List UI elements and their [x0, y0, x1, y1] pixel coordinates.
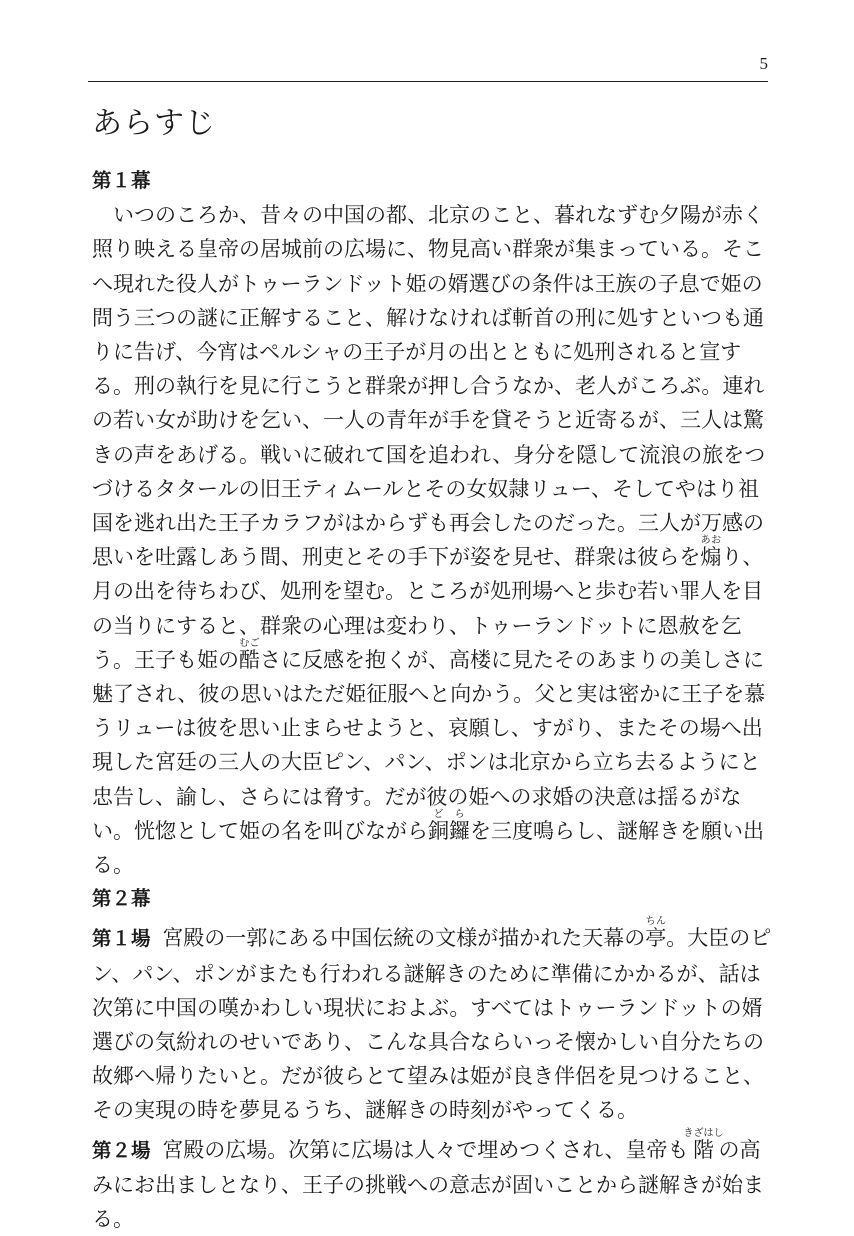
- act1-paragraph: [92, 198, 772, 882]
- ruby-dora: 銅鑼どら: [428, 808, 470, 843]
- act2-heading: 第２幕: [92, 887, 151, 911]
- ruby-mugo: 酷むご: [239, 637, 260, 672]
- act2-scene2-text-part-2: の高みにお出ましとなり、王子の挑戦への意志が固いことから謎解きが始まる。: [92, 1137, 764, 1232]
- act2-scene2-text-part-1: 宮殿の広場。次第に広場は人々で埋めつくされ、皇帝も: [162, 1137, 689, 1162]
- act1-text-part-4: を三度鳴らし、謎解きを願い出る。: [92, 818, 764, 878]
- page-title: あらすじ: [92, 106, 216, 141]
- header-rule: [88, 81, 768, 82]
- ruby-aoru: 煽あお: [700, 535, 722, 570]
- act2-scene1-paragraph: [92, 916, 772, 1127]
- ruby-kizahashi: 階きざはし: [683, 1127, 724, 1162]
- ruby-chin: 亭ちん: [645, 916, 667, 951]
- act2-scene1-text-part-2: 。大臣のピン、パン、ポンがまたも行われる謎解きのために準備にかかるが、話は次第に中国の嘆かわしい現状におよぶ。すべてはトゥーランドットの婿選びの気紛れのせいであり、こんな具合ならいっそ懐かしい自分たちの故郷へ帰りたいと。だが彼らとて望みは姫が良き伴侶を見つけること、その実現の時を夢見るうち、謎解きの時刻がやってくる。: [92, 926, 772, 1123]
- act2-scene2-label: 第２場: [92, 1138, 151, 1162]
- act1-text-part-1: いつのころか、昔々の中国の都、北京のこと、暮れなずむ夕陽が赤く照り映える皇帝の居城前の広場に、物見高い群衆が集まっている。そこへ現れた役人がトゥーランドット姫の婿選びの条件は王族の子息で姫の問う三つの謎に正解すること、解けなければ斬首の刑に処すといつも通りに告げ、今宵はペルシャの王子が月の出とともに処刑されると宣する。刑の執行を見に行こうと群衆が押し合うなか、老人がころぶ。連れの若い女が助けを乞い、一人の青年が手を貸そうと近寄るが、三人は驚きの声をあげる。戦いに破れて国を追われ、身分を隠して流浪の旅をつづけるタタールの旧王ティムールとその女奴隷リュー、そしてやはり祖国を逃れ出た王子カラフがはからずも再会したのだった。三人が万感の思いを吐露しあう間、刑吏とその手下が姿を見せ、群衆は彼らを: [92, 203, 766, 570]
- act2-scene1-label: 第１場: [92, 927, 151, 951]
- page-number: 5: [759, 54, 768, 73]
- act1-text-part-2: り、月の出を待ちわび、処刑を望む。ところが処刑場へと歩む若い罪人を目の当りにすると、群衆の心理は変わり、トゥーランドットに恩赦を乞う。王子も姫の: [92, 545, 764, 672]
- synopsis-body: [92, 164, 772, 1236]
- act1-heading: 第１幕: [92, 169, 151, 192]
- act2-scene2-paragraph: [92, 1128, 772, 1236]
- act1-text-part-3: さに反感を抱くが、高楼に見たそのあまりの美しさに魅了され、彼の思いはただ姫征服へと向かう。父と実は密かに王子を慕うリューは彼を思い止まらせようと、哀願し、すがり、またその場へ出現した宮廷の三人の大臣ピン、パン、ポンは北京から立ち去るようにと忠告し、諭し、さらには脅す。だが彼の姫への求婚の決意は揺るがない。恍惚として姫の名を叫びながら: [92, 647, 766, 843]
- act2-scene1-text-part-1: 宮殿の一郭にある中国伝統の文様が描かれた天幕の: [162, 926, 646, 951]
